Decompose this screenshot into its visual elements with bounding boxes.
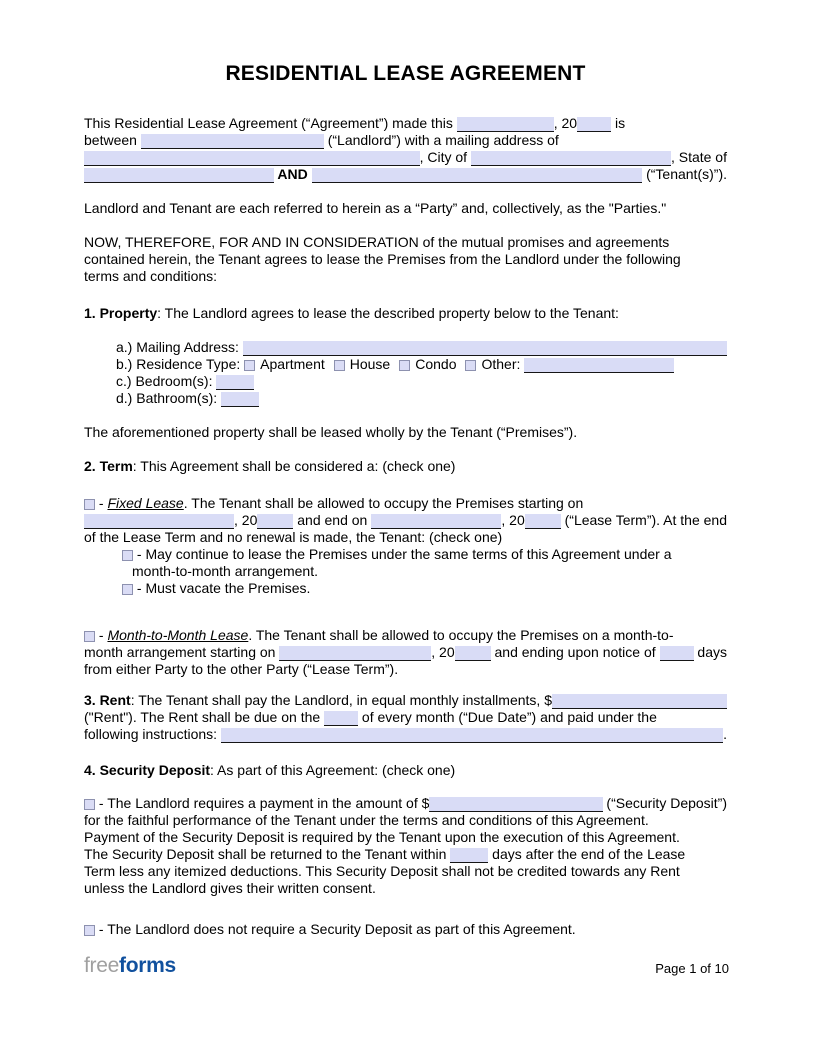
- consideration-text: contained herein, the Tenant agrees to lease the Premises from the Landlord under the following: [84, 251, 681, 267]
- month-to-month-line-3: [84, 661, 727, 678]
- property-item-a: [116, 339, 727, 356]
- month-start-year-field[interactable]: [455, 646, 491, 661]
- other-label: Other:: [481, 356, 525, 372]
- intro-text: (“Tenant(s)”).: [642, 166, 727, 182]
- must-vacate-option: [122, 580, 727, 597]
- intro-text: between: [84, 132, 141, 148]
- section-3-title: 3. Rent: [84, 692, 131, 708]
- agreement-year-field[interactable]: [577, 117, 611, 132]
- page-footer: [84, 955, 729, 977]
- intro-text: , State of: [670, 149, 727, 165]
- intro-text: , City of: [419, 149, 471, 165]
- landlord-name-field[interactable]: [141, 134, 324, 149]
- condo-checkbox[interactable]: [399, 360, 410, 371]
- fixed-start-year-field[interactable]: [257, 514, 293, 529]
- fixed-lease-text: , 20: [501, 512, 525, 528]
- bedrooms-field[interactable]: [216, 375, 254, 390]
- deposit-text: unless the Landlord gives their written consent.: [84, 880, 376, 896]
- month-to-month-line-2: [84, 644, 727, 661]
- may-continue-text: month-to-month arrangement.: [132, 563, 318, 579]
- deposit-line-3: [84, 829, 727, 846]
- condo-label: Condo: [415, 356, 457, 372]
- fixed-start-date-field[interactable]: [84, 514, 234, 529]
- deposit-text: days after the end of the Lease: [488, 846, 686, 862]
- parties-text: Landlord and Tenant are each referred to herein as a “Party” and, collectively, as the "Parties.": [84, 200, 667, 216]
- street-address-field[interactable]: [84, 151, 420, 166]
- fixed-lease-text: and end on: [293, 512, 372, 528]
- tenant-name-field[interactable]: [312, 168, 643, 183]
- intro-text: This Residential Lease Agreement (“Agreement”) made this: [84, 115, 457, 131]
- deposit-text: Term less any itemized deductions. This Security Deposit shall not be credited towards any Rent: [84, 863, 680, 879]
- bathrooms-field[interactable]: [221, 392, 259, 407]
- consideration-text: terms and conditions:: [84, 268, 218, 284]
- intro-text: AND: [274, 166, 312, 182]
- consideration-text: NOW, THEREFORE, FOR AND IN CONSIDERATION of the mutual promises and agreements: [84, 234, 670, 250]
- fixed-lease-text: , 20: [234, 512, 258, 528]
- intro-text: is: [611, 115, 626, 131]
- month-to-month-checkbox[interactable]: [84, 631, 95, 642]
- deposit-text: Payment of the Security Deposit is required by the Tenant upon the execution of this Agreement.: [84, 829, 680, 845]
- deposit-line-1: [84, 795, 727, 812]
- deposit-amount-field[interactable]: [429, 797, 602, 812]
- fixed-lease-text: . The Tenant shall be allowed to occupy the Premises starting on: [183, 495, 584, 511]
- may-continue-continuation: [132, 563, 727, 580]
- fixed-end-date-field[interactable]: [371, 514, 501, 529]
- section-2-heading: [84, 458, 727, 475]
- house-checkbox[interactable]: [334, 360, 345, 371]
- deposit-text: The Security Deposit shall be returned to the Tenant within: [84, 846, 451, 862]
- fixed-lease-checkbox[interactable]: [84, 499, 95, 510]
- fixed-lease-text: (“Lease Term”). At the end: [560, 512, 727, 528]
- freeforms-logo: [84, 955, 176, 977]
- month-to-month-text: days: [693, 644, 727, 660]
- no-deposit-text: - The Landlord does not require a Security Deposit as part of this Agreement.: [95, 921, 576, 937]
- may-continue-text: - May continue to lease the Premises under the same terms of this Agreement under a: [133, 546, 672, 562]
- bedrooms-label: c.) Bedroom(s):: [116, 373, 217, 389]
- deposit-text: (“Security Deposit”): [602, 795, 727, 811]
- fixed-lease-line-1: [84, 495, 727, 512]
- intro-line-1: [84, 115, 727, 132]
- rent-block: [84, 692, 727, 743]
- logo-forms-text: forms: [119, 954, 176, 977]
- rent-text: .: [723, 726, 727, 742]
- section-4-text: : As part of this Agreement: (check one): [210, 762, 456, 778]
- apartment-label: Apartment: [260, 356, 325, 372]
- month-to-month-text: from either Party to the other Party (“Lease Term”).: [84, 661, 399, 677]
- premises-note-text: The aforementioned property shall be leased wholly by the Tenant (“Premises”).: [84, 424, 578, 440]
- rent-text: following instructions:: [84, 726, 221, 742]
- section-4-title: 4. Security Deposit: [84, 762, 211, 778]
- rent-line-3: [84, 726, 727, 743]
- logo-free-text: free: [84, 954, 119, 977]
- no-deposit-option: [84, 921, 727, 938]
- page-number: Page 1 of 10: [655, 961, 729, 976]
- bathrooms-label: d.) Bathroom(s):: [116, 390, 222, 406]
- section-1-text: : The Landlord agrees to lease the described property below to the Tenant:: [157, 305, 619, 321]
- premises-note: [84, 424, 727, 441]
- document-title: RESIDENTIAL LEASE AGREEMENT: [225, 62, 586, 85]
- month-start-date-field[interactable]: [279, 646, 431, 661]
- intro-line-3: [84, 149, 727, 166]
- must-vacate-text: - Must vacate the Premises.: [133, 580, 311, 596]
- state-field[interactable]: [84, 168, 274, 183]
- deposit-text: - The Landlord requires a payment in the amount of $: [95, 795, 430, 811]
- section-4-heading: [84, 762, 727, 779]
- fixed-lease-options: [122, 546, 727, 597]
- intro-text: (“Landlord”) with a mailing address of: [323, 132, 559, 148]
- deposit-required-block: [84, 795, 727, 897]
- fixed-lease-block: [84, 495, 727, 597]
- due-day-field[interactable]: [324, 711, 358, 726]
- fixed-lease-name: Fixed Lease: [107, 495, 184, 511]
- rent-amount-field[interactable]: [552, 694, 727, 709]
- fixed-lease-dash: -: [95, 495, 108, 511]
- deposit-line-4: [84, 846, 727, 863]
- parties-paragraph: [84, 200, 727, 217]
- rent-text: ("Rent"). The Rent shall be due on the: [84, 709, 325, 725]
- mailing-address-label: a.) Mailing Address:: [116, 339, 243, 355]
- month-to-month-line-1: [84, 627, 727, 644]
- section-2-text: : This Agreement shall be considered a: (check one): [132, 458, 456, 474]
- other-residence-field[interactable]: [524, 358, 674, 373]
- may-continue-option: [122, 546, 727, 563]
- month-to-month-text: . The Tenant shall be allowed to occupy the Premises on a month-to-: [248, 627, 674, 643]
- fixed-end-year-field[interactable]: [525, 514, 561, 529]
- notice-days-field[interactable]: [660, 646, 694, 661]
- residence-type-label: b.) Residence Type:: [116, 356, 245, 372]
- deposit-line-5: [84, 863, 727, 880]
- month-to-month-dash: -: [95, 627, 108, 643]
- deposit-return-days-field[interactable]: [450, 848, 488, 863]
- other-checkbox[interactable]: [465, 360, 476, 371]
- security-deposit-required-checkbox[interactable]: [84, 799, 95, 810]
- deposit-text: for the faithful performance of the Tenant under the terms and conditions of this Agreement.: [84, 812, 649, 828]
- month-to-month-text: month arrangement starting on: [84, 644, 280, 660]
- rent-text: : The Tenant shall pay the Landlord, in equal monthly installments, $: [130, 692, 552, 708]
- consideration-paragraph: [84, 234, 727, 285]
- agreement-day-field[interactable]: [457, 117, 554, 132]
- deposit-line-6: [84, 880, 727, 897]
- payment-instructions-field[interactable]: [221, 728, 723, 743]
- property-list: [116, 339, 727, 407]
- rent-line-1: [84, 692, 727, 709]
- mailing-address-field[interactable]: [243, 341, 727, 356]
- fixed-lease-line-2: [84, 512, 727, 529]
- rent-line-2: [84, 709, 727, 726]
- no-security-deposit-checkbox[interactable]: [84, 925, 95, 936]
- month-to-month-block: [84, 627, 727, 678]
- fixed-lease-line-3: [84, 529, 727, 546]
- section-1-heading: [84, 305, 727, 322]
- intro-text: , 20: [553, 115, 578, 131]
- rent-text: of every month (“Due Date”) and paid under the: [358, 709, 657, 725]
- apartment-checkbox[interactable]: [244, 360, 255, 371]
- intro-line-2: [84, 132, 727, 149]
- house-label: House: [349, 356, 391, 372]
- month-to-month-text: and ending upon notice of: [490, 644, 660, 660]
- intro-line-4: [84, 166, 727, 183]
- fixed-lease-text: of the Lease Term and no renewal is made, the Tenant: (check one): [84, 529, 503, 545]
- month-to-month-text: , 20: [431, 644, 455, 660]
- section-2-title: 2. Term: [84, 458, 133, 474]
- property-item-c: [116, 373, 727, 390]
- section-1-title: 1. Property: [84, 305, 158, 321]
- property-item-b: [116, 356, 727, 373]
- intro-paragraph: [84, 115, 727, 183]
- must-vacate-checkbox[interactable]: [122, 584, 133, 595]
- may-continue-checkbox[interactable]: [122, 550, 133, 561]
- deposit-line-2: [84, 812, 727, 829]
- month-to-month-name: Month-to-Month Lease: [107, 627, 249, 643]
- document-content: [84, 0, 727, 938]
- property-item-d: [116, 390, 727, 407]
- city-field[interactable]: [471, 151, 671, 166]
